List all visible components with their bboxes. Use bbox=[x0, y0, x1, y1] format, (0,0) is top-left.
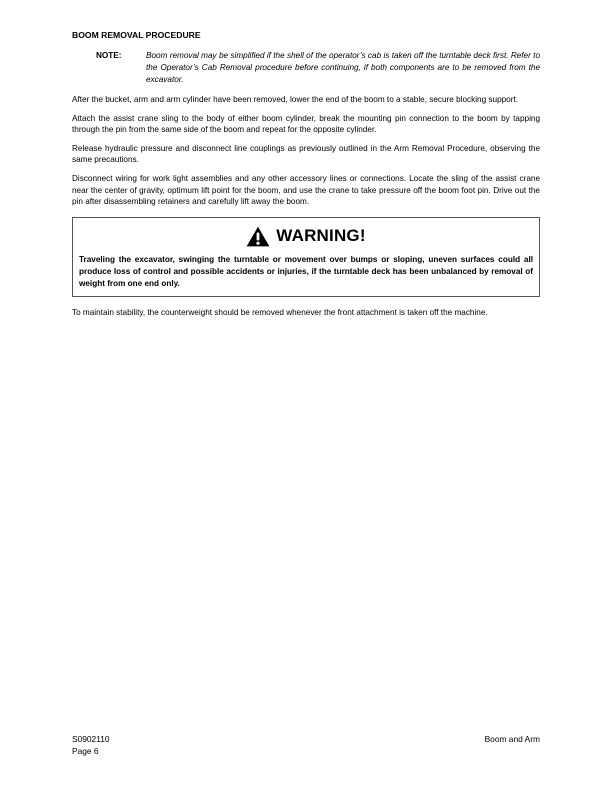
note-label: NOTE: bbox=[96, 51, 122, 60]
paragraph-counterweight: To maintain stability, the counterweight should be removed whenever the front attachment is taken off the machine. bbox=[72, 307, 488, 317]
warning-text: Traveling the excavator, swinging the turntable or movement over bumps or sloping, uneven surfaces could all produce loss of control and possible accidents or injuries, if the turntable deck has been unbalanced by removal of weight from one end only. bbox=[79, 254, 533, 288]
warning-box bbox=[72, 217, 540, 297]
note-text: Boom removal may be simplified if the shell of the operator’s cab is taken off the turntable deck first. Refer to the Operator’s Cab Removal procedure before continuing, if both components are to be removed from the excavator. bbox=[146, 51, 540, 84]
section-title: BOOM REMOVAL PROCEDURE bbox=[72, 30, 201, 40]
footer-right bbox=[485, 733, 540, 745]
paragraph-disconnect-wiring: Disconnect wiring for work light assemblies and any other accessory lines or connections. Locate the sling of the assist crane near the center of gravity, optimum lift point for the boom, and use the crane to take pressure off the boom foot pin. Drive out the pin after disassembling retainers and carefully lift away the boom. bbox=[72, 173, 540, 207]
footer-left bbox=[72, 733, 110, 757]
page-content bbox=[72, 30, 540, 325]
paragraph-attach-sling: Attach the assist crane sling to the body of either boom cylinder, break the mounting pin connection to the boom by tapping through the pin from the same side of the boom and repeat for the opposite cylinder. bbox=[72, 113, 540, 135]
warning-triangle-icon bbox=[246, 226, 270, 247]
warning-header bbox=[79, 226, 533, 247]
note-block bbox=[96, 50, 540, 86]
paragraph-release-pressure: Release hydraulic pressure and disconnect line couplings as previously outlined in the Arm Removal Procedure, observing the same precautions. bbox=[72, 143, 540, 165]
footer-page-number: Page 6 bbox=[72, 746, 99, 756]
footer-chapter: Boom and Arm bbox=[484, 734, 540, 744]
warning-title: WARNING! bbox=[276, 226, 366, 246]
paragraph-lower-boom: After the bucket, arm and arm cylinder have been removed, lower the end of the boom to a stable, secure blocking support. bbox=[72, 95, 519, 104]
footer-doc-number: S0902110 bbox=[72, 734, 110, 744]
